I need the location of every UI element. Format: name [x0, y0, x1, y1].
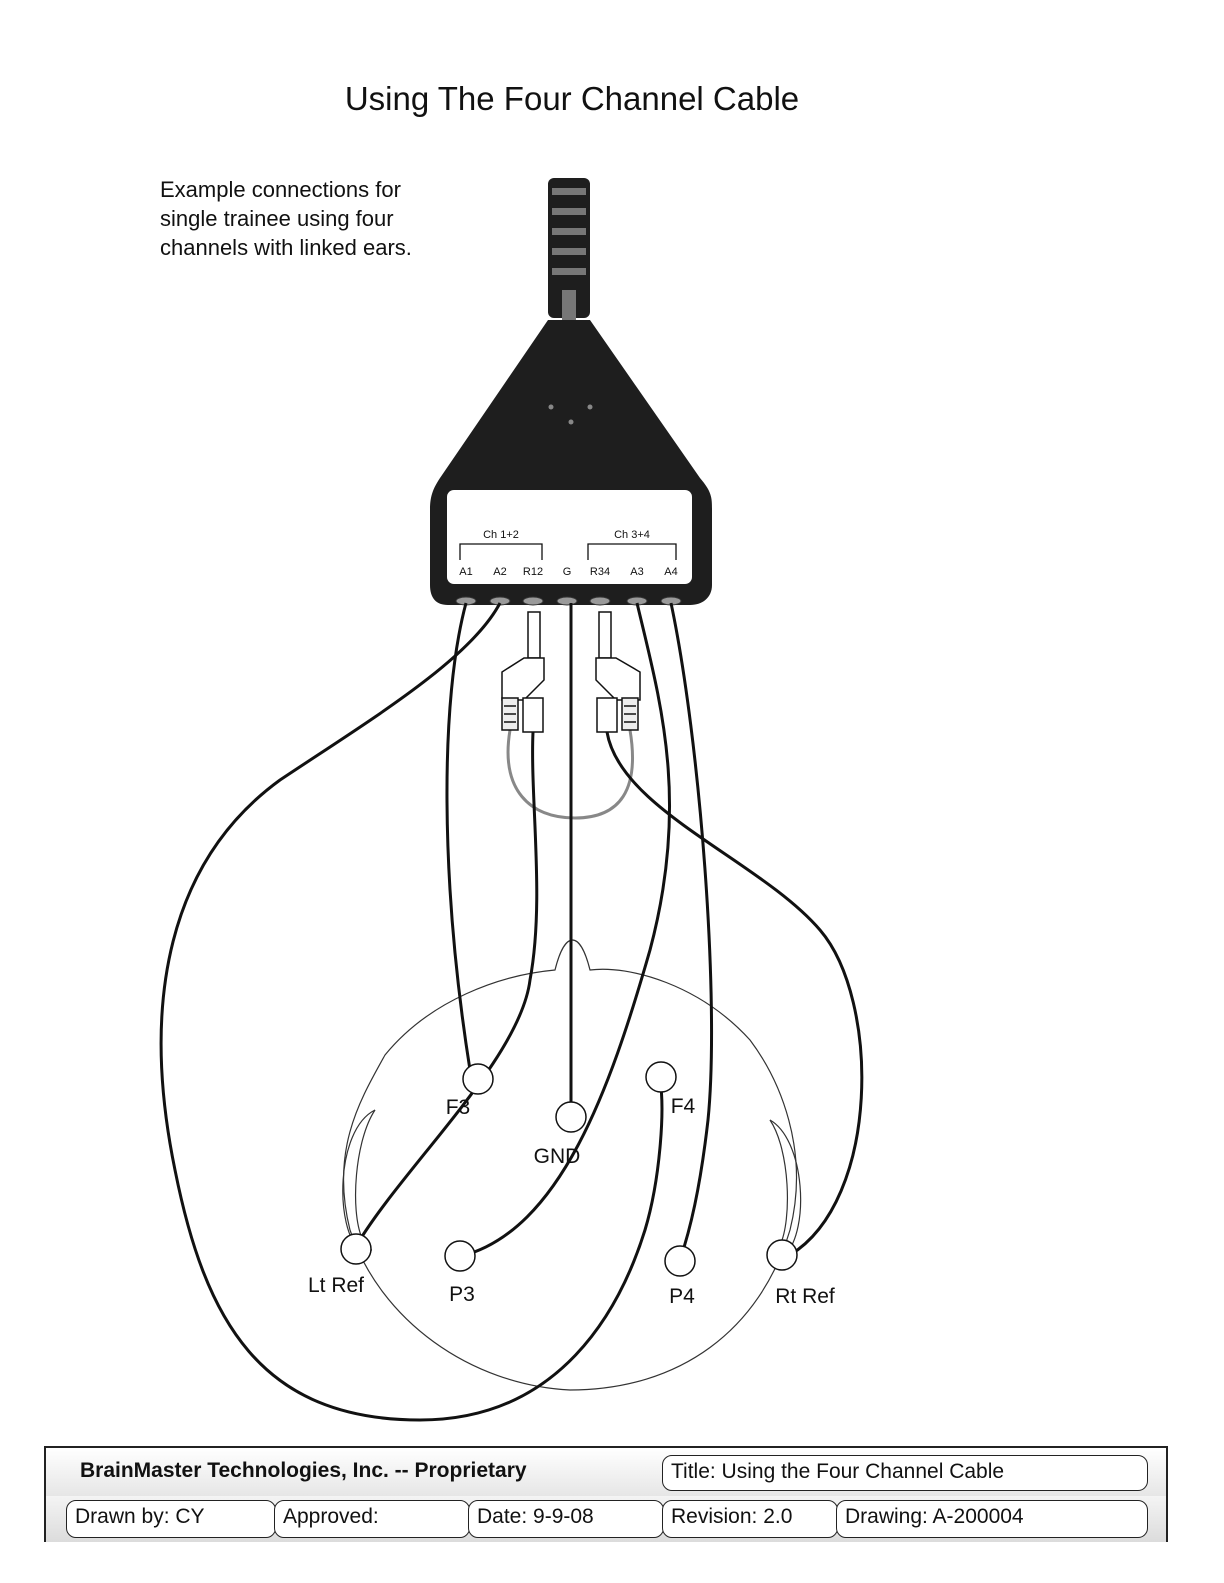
title-block-row-top [46, 1448, 1166, 1497]
label-p3: P3 [449, 1283, 475, 1306]
label-f4: F4 [670, 1095, 696, 1118]
group-label-ch12: Ch 1+2 [483, 529, 519, 541]
group-label-ch34: Ch 3+4 [614, 529, 650, 541]
label-rt-ref: Rt Ref [775, 1285, 835, 1308]
wire-a1-f3 [447, 603, 470, 1070]
wire-a2-p4 [161, 603, 662, 1420]
company-name: BrainMaster Technologies, Inc. -- Proprietary [80, 1459, 527, 1482]
note-line: channels with linked ears. [160, 235, 412, 260]
pin-label-a1: A1 [459, 566, 473, 578]
electrodes [341, 1062, 797, 1276]
drawn-by-cell: Drawn by: CY [66, 1500, 276, 1538]
drawing-number-cell: Drawing: A-200004 [836, 1500, 1148, 1538]
y-adapter-r12 [502, 612, 544, 732]
revision-cell: Revision: 2.0 [662, 1500, 838, 1538]
note-line: single trainee using four [160, 206, 394, 231]
pin-label-a4: A4 [664, 566, 678, 578]
cable-connector [430, 178, 712, 605]
diagram-title: Using The Four Channel Cable [344, 80, 800, 117]
electrode-f3 [463, 1064, 493, 1094]
wire-r34-rtref [607, 732, 862, 1255]
label-f3: F3 [445, 1096, 471, 1119]
pin-label-r34: R34 [589, 566, 611, 578]
electrode-f4 [646, 1062, 676, 1092]
electrode-p4 [665, 1246, 695, 1276]
label-p4: P4 [669, 1285, 695, 1308]
electrode-p3 [445, 1241, 475, 1271]
note-line: Example connections for [160, 177, 401, 202]
wire-a4-f4 [671, 603, 712, 1260]
electrode-gnd [556, 1102, 586, 1132]
electrode-rt-ref [767, 1240, 797, 1270]
pin-label-r12: R12 [522, 566, 544, 578]
title-block [44, 1446, 1168, 1542]
date-cell: Date: 9-9-08 [468, 1500, 664, 1538]
electrode-lt-ref [341, 1234, 371, 1264]
label-lt-ref: Lt Ref [307, 1274, 365, 1297]
approved-cell: Approved: [274, 1500, 470, 1538]
pin-label-a2: A2 [493, 566, 507, 578]
title-block-row-bottom [46, 1496, 1166, 1542]
y-adapter-r34 [596, 612, 640, 732]
label-gnd: GND [533, 1145, 581, 1168]
title-cell: Title: Using the Four Channel Cable [662, 1455, 1148, 1491]
pin-label-a3: A3 [630, 566, 644, 578]
pin-label-g: G [562, 566, 572, 578]
